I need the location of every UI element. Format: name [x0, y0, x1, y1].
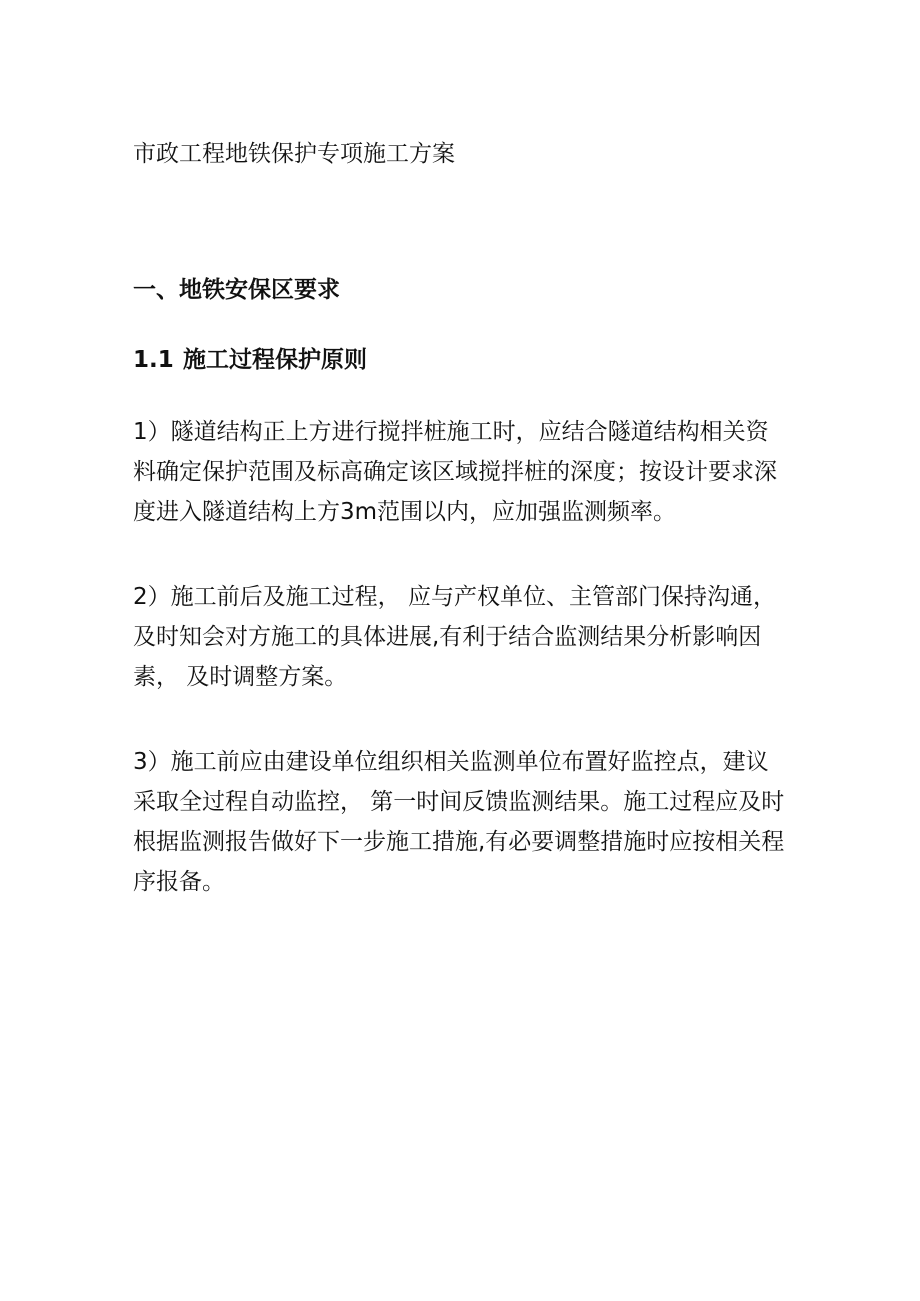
document-title: 市政工程地铁保护专项施工方案: [133, 141, 455, 167]
paragraph-line: 及时知会对方施工的具体进展,有利于结合监测结果分析影响因: [133, 624, 762, 650]
paragraph-line: 料确定保护范围及标高确定该区域搅拌桩的深度；按设计要求深: [133, 459, 777, 485]
paragraph-line: 3）施工前应由建设单位组织相关监测单位布置好监控点，建议: [133, 749, 769, 775]
paragraph-1: [133, 412, 793, 532]
subsection-number: 1.1: [133, 347, 174, 373]
paragraph-line: 2）施工前后及施工过程， 应与产权单位、主管部门保持沟通，: [133, 584, 776, 610]
subsection-heading: [133, 342, 367, 378]
section-heading: 一、地铁安保区要求: [133, 277, 340, 303]
paragraph-2: [133, 577, 793, 697]
paragraph-line: 序报备。: [133, 869, 225, 895]
paragraph-line: 根据监测报告做好下一步施工措施,有必要调整措施时应按相关程: [133, 829, 785, 855]
paragraph-line: 1）隧道结构正上方进行搅拌桩施工时，应结合隧道结构相关资: [133, 419, 769, 445]
subsection-title: 施工过程保护原则: [183, 347, 367, 373]
paragraph-line: 素， 及时调整方案。: [133, 664, 348, 690]
paragraph-3: [133, 742, 793, 902]
paragraph-line: 采取全过程自动监控， 第一时间反馈监测结果。施工过程应及时: [133, 789, 785, 815]
paragraph-line: 度进入隧道结构上方3m范围以内，应加强监测频率。: [133, 499, 677, 525]
